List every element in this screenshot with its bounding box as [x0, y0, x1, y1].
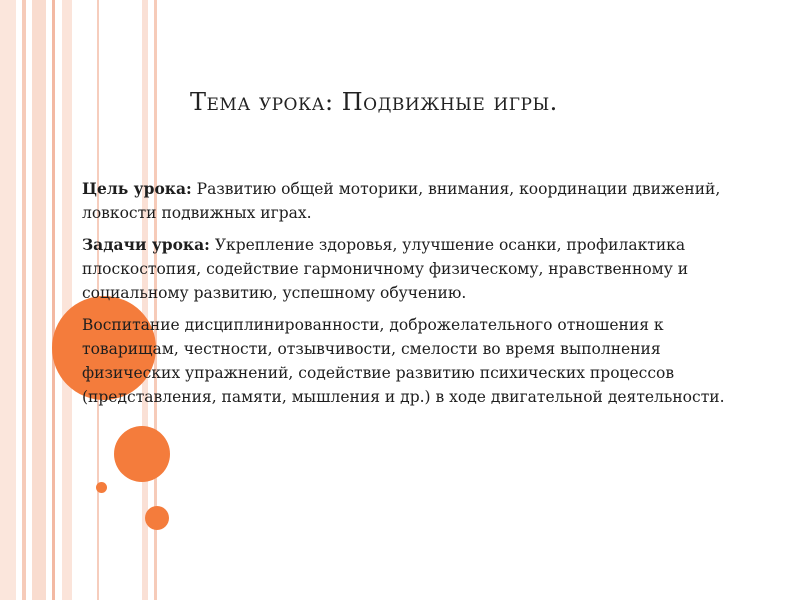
tasks-paragraph	[82, 233, 762, 305]
decor-stripe	[22, 0, 26, 600]
decor-stripe	[0, 0, 16, 600]
goal-text: Развитию общей моторики, внимания, координации движений, ловкости подвижных играх.	[82, 180, 721, 222]
goal-label: Цель урока:	[82, 179, 192, 198]
decor-stripe	[62, 0, 72, 600]
decor-circle-tiny	[96, 482, 107, 493]
slide-content	[82, 177, 762, 417]
decor-stripe	[52, 0, 55, 600]
decor-circle-medium	[114, 426, 170, 482]
slide-title: Тема урока: Подвижные игры.	[190, 88, 558, 116]
goal-paragraph	[82, 177, 762, 225]
decor-stripe	[32, 0, 46, 600]
tasks-text: Укрепление здоровья, улучшение осанки, профилактика плоскостопия, содействие гармоничному физическому, нравственному и социальному развитию, успешному обучению.	[82, 236, 689, 302]
decor-circle-small	[145, 506, 169, 530]
tasks-label: Задачи урока:	[82, 235, 210, 254]
education-paragraph: Воспитание дисциплинированности, доброжелательного отношения к товарищам, честности, отзывчивости, смелости во время выполнения физических упражнений, содействие развитию психических процессов (представления, памяти, мышления и др.) в ходе двигательной деятельности.	[82, 316, 725, 406]
